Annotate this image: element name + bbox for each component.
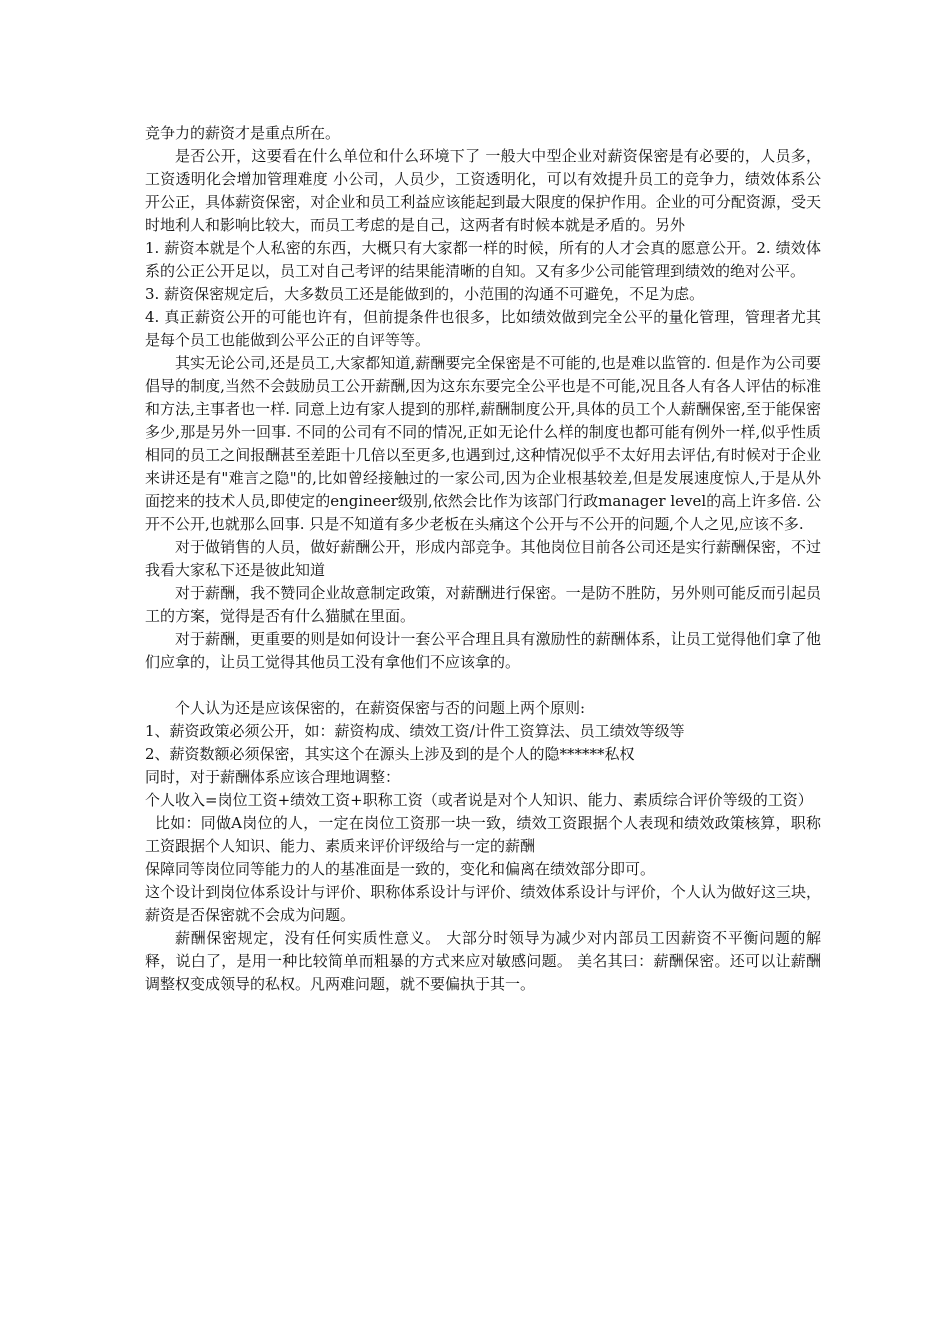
document-body xyxy=(145,122,821,996)
example-paragraph: 比如：同做A岗位的人，一定在岗位工资那一块一致，绩效工资跟据个人表现和绩效政策核算，职称工资跟据个人知识、能力、素质来评价评级给与一定的薪酬 xyxy=(145,814,821,855)
paragraph-7: 个人认为还是应该保密的，在薪资保密与否的问题上两个原则: xyxy=(175,699,586,717)
income-formula: 个人收入=岗位工资+绩效工资+职称工资（或者说是对个人知识、能力、素质综合评价等级的工资） xyxy=(145,791,813,809)
paragraph-2: 是否公开，这要看在什么单位和什么环境下了 一般大中型企业对薪资保密是有必要的，人员多，工资透明化会增加管理难度 小公司，人员少，工资透明化，可以有效提升员工的竞争力，绩效体系公开公正，具体薪资保密，对企业和员工利益应该能起到最大限度的保护作用。企业的可分配资源，受天时地利人和影响比较大，而员工考虑的是自己，这两者有时候本就是矛盾的。另外 xyxy=(145,147,821,234)
paragraph-10: 这个设计到岗位体系设计与评价、职称体系设计与评价、绩效体系设计与评价，个人认为做好这三块，薪资是否保密就不会成为问题。 xyxy=(145,883,821,924)
principle-2: 2、薪资数额必须保密，其实这个在源头上涉及到的是个人的隐******私权 xyxy=(145,745,635,763)
principle-1: 1、薪资政策必须公开，如：薪资构成、绩效工资/计件工资算法、员工绩效等级等 xyxy=(145,722,685,740)
paragraph-6: 对于薪酬，更重要的则是如何设计一套公平合理且具有激励性的薪酬体系，让员工觉得他们拿了他们应拿的，让员工觉得其他员工没有拿他们不应该拿的。 xyxy=(145,630,821,671)
blank-line xyxy=(145,674,821,697)
paragraph-5: 对于薪酬，我不赞同企业故意制定政策，对薪酬进行保密。一是防不胜防，另外则可能反而引起员工的方案，觉得是否有什么猫腻在里面。 xyxy=(145,584,821,625)
list-item-4: 4. 真正薪资公开的可能也许有，但前提条件也很多，比如绩效做到完全公平的量化管理，管理者尤其是每个员工也能做到公平公正的自评等等。 xyxy=(145,308,821,349)
paragraph-3: 其实无论公司,还是员工,大家都知道,薪酬要完全保密是不可能的,也是难以监管的. 但是作为公司要倡导的制度,当然不会鼓励员工公开薪酬,因为这东东要完全公平也是不可能,况且各人有各人评估的标准和方法,主事者也一样. 同意上边有家人提到的那样,薪酬制度公开,具体的员工个人薪酬保密,至于能保密多少,那是另外一回事. 不同的公司有不同的情况,正如无论什么样的制度也都可能有例外一样,似乎性质相同的员工之间报酬甚至差距十几倍以至更多,也遇到过,这种情况似乎不太好用去评估,有时候对于企业来讲还是有"难言之隐"的,比如曾经接触过的一家公司,因为企业根基较差,但是发展速度惊人,于是从外面挖来的技术人员,即使定的engineer级别,依然会比作为该部门行政manager level的高上许多倍. 公开不公开,也就那么回事. 只是不知道有多少老板在头痛这个公开与不公开的问题,个人之见,应该不多. xyxy=(145,354,821,533)
paragraph-1: 竞争力的薪资才是重点所在。 xyxy=(145,124,341,142)
paragraph-9: 保障同等岗位同等能力的人的基准面是一致的，变化和偏离在绩效部分即可。 xyxy=(145,860,656,878)
list-item-3: 3. 薪资保密规定后，大多数员工还是能做到的，小范围的沟通不可避免，不足为虑。 xyxy=(145,285,705,303)
paragraph-11: 薪酬保密规定，没有任何实质性意义。 大部分时领导为减少对内部员工因薪资不平衡问题的解释，说白了，是用一种比较简单而粗暴的方式来应对敏感问题。 美名其曰：薪酬保密。还可以让薪酬调整权变成领导的私权。凡两难问题，就不要偏执于其一。 xyxy=(145,929,821,993)
list-item-1-2: 1. 薪资本就是个人私密的东西，大概只有大家都一样的时候，所有的人才会真的愿意公开。2. 绩效体系的公正公开足以，员工对自己考评的结果能清晰的自知。又有多少公司能管理到绩效的绝对公平。 xyxy=(145,239,821,280)
paragraph-8: 同时，对于薪酬体系应该合理地调整： xyxy=(145,768,401,786)
paragraph-4: 对于做销售的人员，做好薪酬公开，形成内部竞争。其他岗位目前各公司还是实行薪酬保密，不过我看大家私下还是彼此知道 xyxy=(145,538,821,579)
